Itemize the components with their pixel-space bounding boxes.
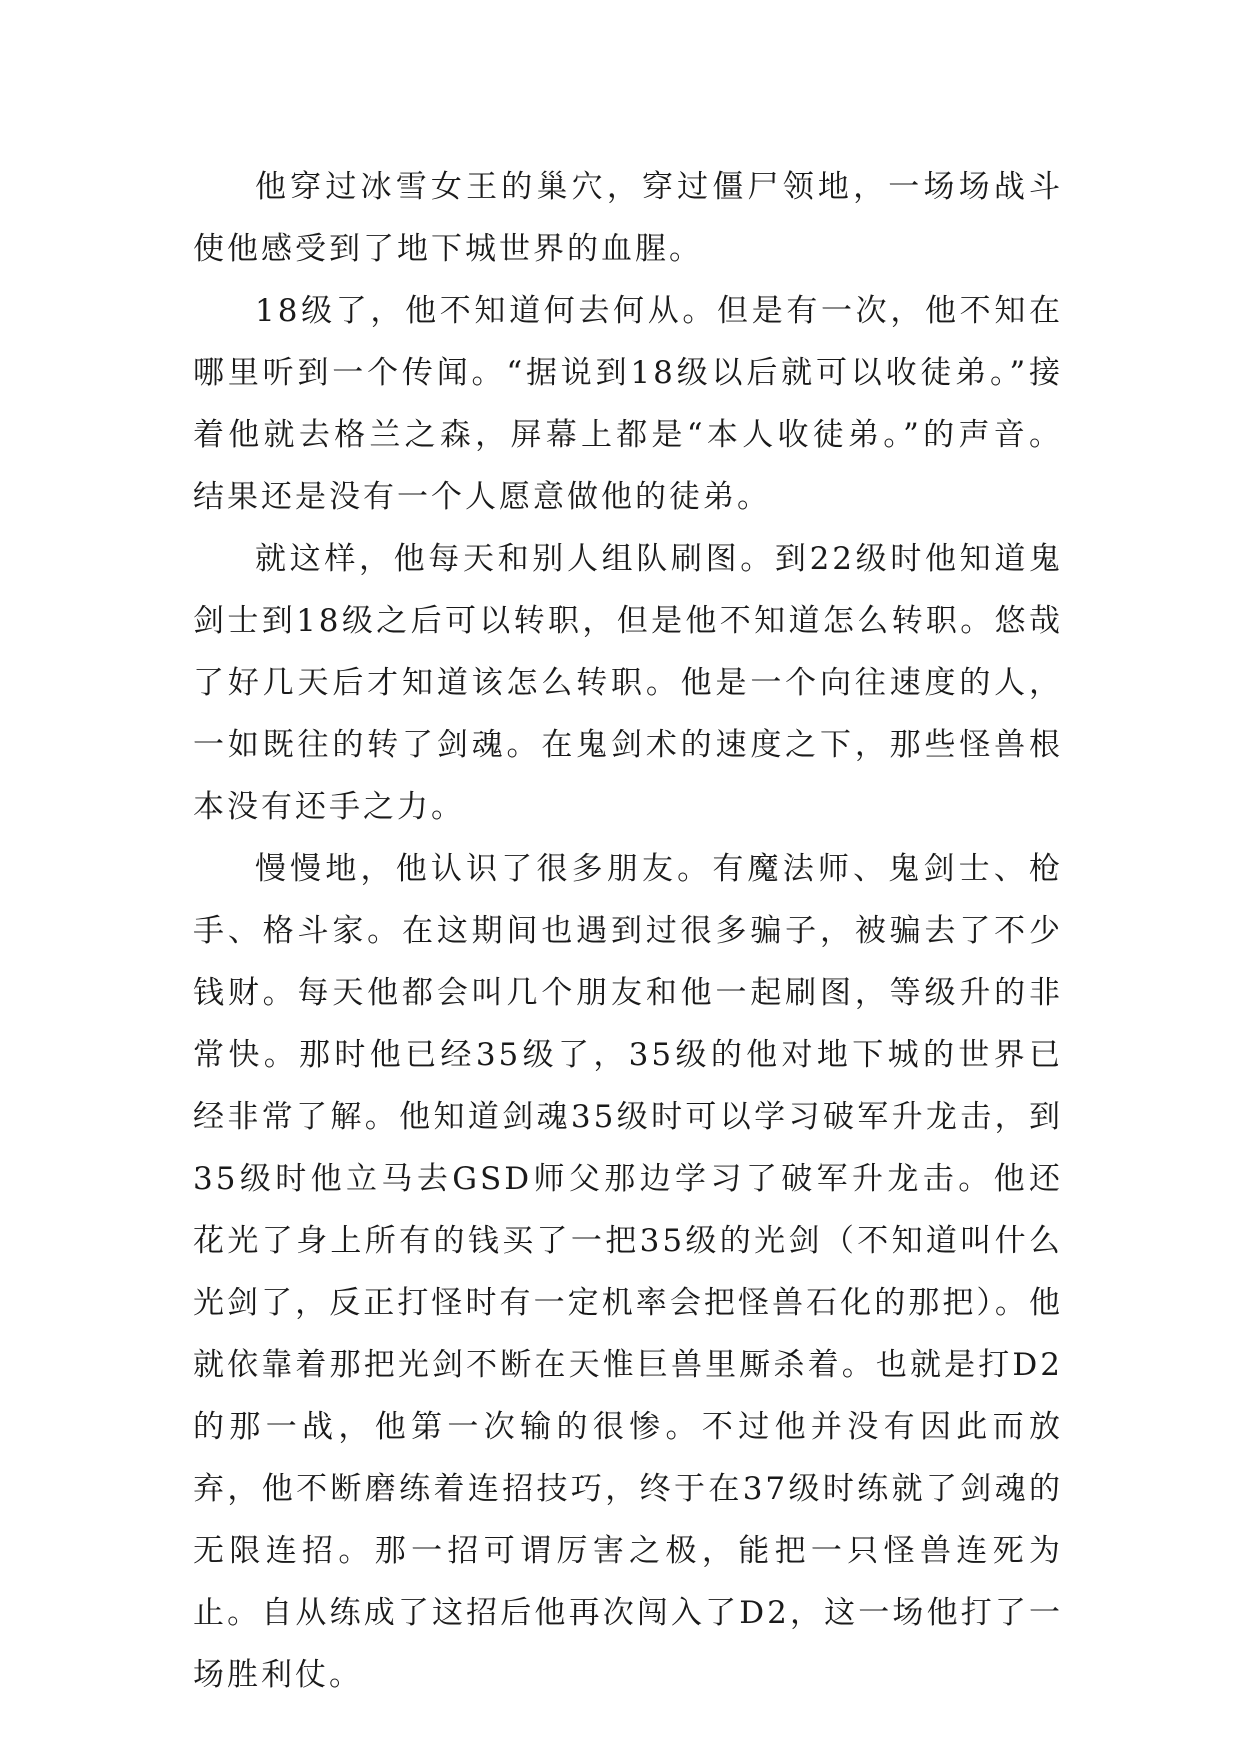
- paragraph: 他穿过冰雪女王的巢穴，穿过僵尸领地，一场场战斗使他感受到了地下城世界的血腥。: [193, 169, 1063, 267]
- paragraph: 就这样，他每天和别人组队刷图。到22级时他知道鬼剑士到18级之后可以转职，但是他不知道怎么转职。悠哉了好几天后才知道该怎么转职。他是一个向往速度的人，一如既往的转了剑魂。在鬼剑术的速度之下，那些怪兽根本没有还手之力。: [193, 541, 1063, 825]
- paragraph: 慢慢地，他认识了很多朋友。有魔法师、鬼剑士、枪手、格斗家。在这期间也遇到过很多骗子，被骗去了不少钱财。每天他都会叫几个朋友和他一起刷图，等级升的非常快。那时他已经35级了，35级的他对地下城的世界已经非常了解。他知道剑魂35级时可以学习破军升龙击，到35级时他立马去GSD师父那边学习了破军升龙击。他还花光了身上所有的钱买了一把35级的光剑（不知道叫什么光剑了，反正打怪时有一定机率会把怪兽石化的那把）。他就依靠着那把光剑不断在天惟巨兽里厮杀着。也就是打D2的那一战，他第一次输的很惨。不过他并没有因此而放弃，他不断磨练着连招技巧，终于在37级时练就了剑魂的无限连招。那一招可谓厉害之极，能把一只怪兽连死为止。自从练成了这招后他再次闯入了D2，这一场他打了一场胜利仗。: [193, 851, 1063, 1693]
- document-body: [193, 156, 1063, 1706]
- paragraph: 18级了，他不知道何去何从。但是有一次，他不知在哪里听到一个传闻。“据说到18级以后就可以收徒弟。”接着他就去格兰之森，屏幕上都是“本人收徒弟。”的声音。结果还是没有一个人愿意做他的徒弟。: [193, 293, 1063, 515]
